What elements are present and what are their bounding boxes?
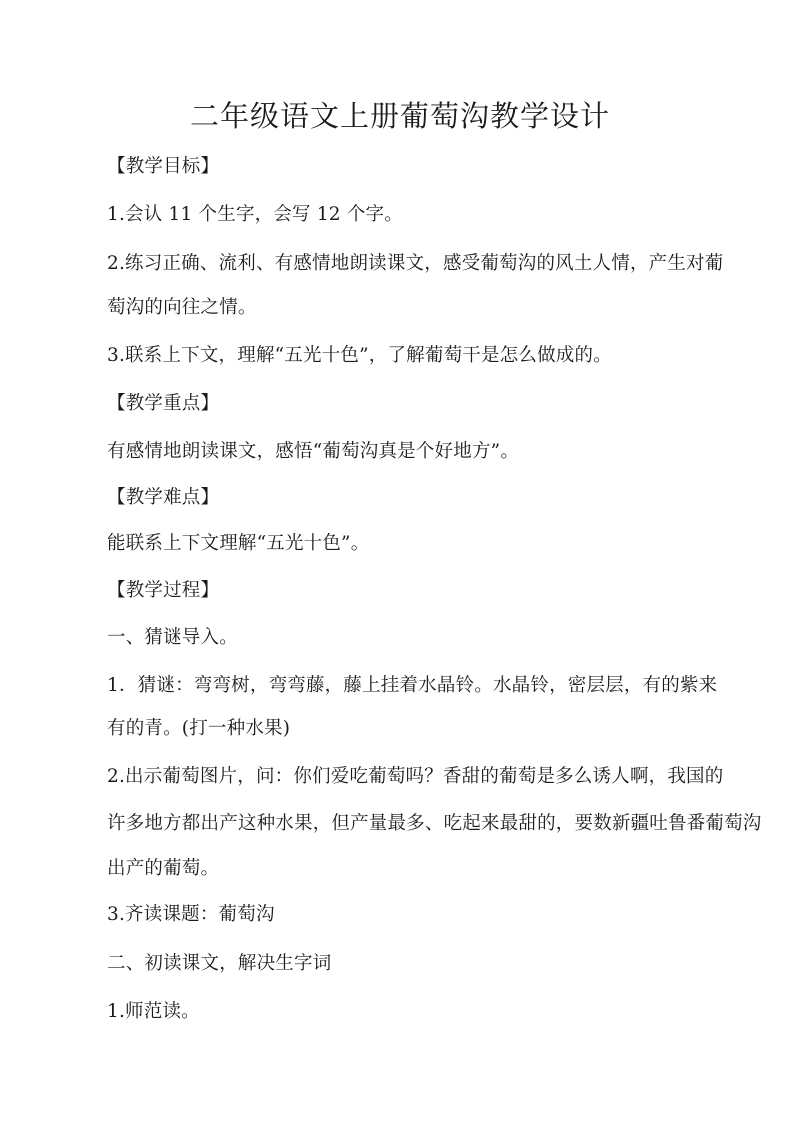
section-2-step-1: 1.师范读。 <box>107 1001 200 1022</box>
teaching-difficulty-text: 能联系上下文理解“五光十色”。 <box>107 533 370 554</box>
step-2-line-3: 出产的葡萄。 <box>107 858 220 879</box>
teaching-focus-text: 有感情地朗读课文，感悟“葡萄沟真是个好地方”。 <box>107 441 520 462</box>
goal-1: 1.会认 11 个生字，会写 12 个字。 <box>107 204 403 225</box>
goal-3: 3.联系上下文，理解“五光十色”，了解葡萄干是怎么做成的。 <box>107 345 612 366</box>
step-1-line-2: 有的青。(打一种水果) <box>107 718 291 739</box>
goal-2-line-1: 2.练习正确、流利、有感情地朗读课文，感受葡萄沟的风土人情，产生对葡 <box>107 253 724 274</box>
heading-teaching-focus: 【教学重点】 <box>107 393 220 414</box>
section-2-heading: 二、初读课文，解决生字词 <box>107 953 332 974</box>
step-2-line-1: 2.出示葡萄图片，问：你们爱吃葡萄吗？香甜的葡萄是多么诱人啊，我国的 <box>107 766 724 787</box>
section-1-heading: 一、猜谜导入。 <box>107 627 238 648</box>
step-2-line-2: 许多地方都出产这种水果，但产量最多、吃起来最甜的，要数新疆吐鲁番葡萄沟 <box>107 813 762 834</box>
step-3: 3.齐读课题：葡萄沟 <box>107 904 275 925</box>
heading-teaching-process: 【教学过程】 <box>107 580 220 601</box>
heading-teaching-difficulty: 【教学难点】 <box>107 487 220 508</box>
document-title: 二年级语文上册葡萄沟教学设计 <box>189 99 610 133</box>
goal-2-line-2: 萄沟的向往之情。 <box>107 297 257 318</box>
heading-teaching-goals: 【教学目标】 <box>107 156 220 177</box>
step-1-line-1: 1．猜谜：弯弯树，弯弯藤，藤上挂着水晶铃。水晶铃，密层层，有的紫来 <box>107 675 718 696</box>
